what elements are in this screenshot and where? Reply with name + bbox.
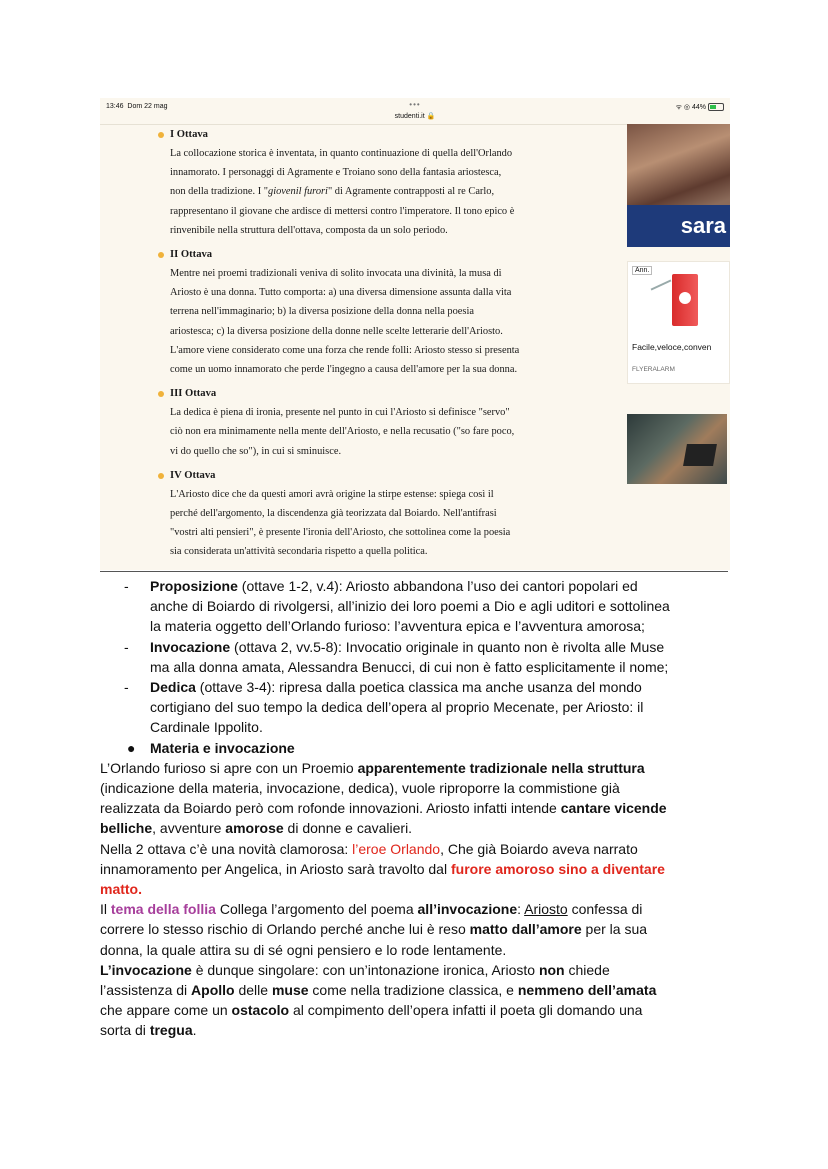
bullet-icon: ● [127, 739, 136, 756]
ad-slogan: Facile,veloce,conven [632, 342, 712, 352]
status-time-date: 13:46 Dom 22 mag [106, 103, 168, 110]
ad-banner-text: sara [627, 205, 730, 247]
list-item-dedica: - Dedica (ottave 3-4): ripresa dalla poetica classica ma anche usanza del mondo cortigiano del suo tempo la dedica dell’opera al proprio Mecenate, per Ariosto: il Cardinale Ippolito. [124, 679, 644, 736]
battery-level: 44% [691, 104, 706, 111]
ad-banner-photo[interactable] [627, 124, 730, 247]
section-ottava-4 [170, 467, 620, 562]
section-text: L'Ariosto dice che da questi amori avrà origine la stirpe estense: spiega così il perché dell'argomento, la discendenza già teorizzata dal Boiardo. Nell'antifrasi "vostri alti pensieri", è presente l'ironia dell'Ariosto, che sottolinea come la poesia sia considerata un'attività secondaria rispetto a quella politica. [170, 488, 511, 558]
embedded-screenshot [100, 98, 730, 570]
multitask-dots-icon[interactable]: ••• [409, 100, 421, 109]
divider [100, 571, 728, 572]
section-title: IV Ottava [170, 469, 216, 481]
bullet-icon [158, 473, 164, 479]
bullet-icon [158, 252, 164, 258]
section-text: La dedica è piena di ironia, presente nel punto in cui l'Ariosto si definisce "servo" ciò non era minimamente nella mente dell'Ariosto, e nella recusatio ("so fare poco, vi do quello che so"), in cui si sminuisce. [170, 407, 515, 457]
section-ottava-2 [170, 246, 620, 379]
dash-marker: - [124, 638, 129, 655]
heading-materia-invocazione: ● Materia e invocazione [100, 738, 730, 758]
battery-icon [708, 103, 724, 111]
lock-icon: 🔒 [426, 113, 436, 120]
document-body [100, 576, 730, 1041]
section-text: La collocazione storica è inventata, in quanto continuazione di quella dell'Orlando innamorato. I personaggi di Agramente e Troiano sono della fantasia ariostesca, non della tradizione. I "giovenil furori" di Agramente contrapposti al re Carlo, rappresentano il giovane che ardisce di mettersi contro l'imperatore. Il tono epico è rinvenibile nella struttura dell'ottava, composta da un solo periodo. [170, 148, 515, 236]
section-title: I Ottava [170, 129, 208, 140]
section-ottava-3 [170, 385, 620, 461]
bullet-icon [158, 391, 164, 397]
section-title: III Ottava [170, 388, 217, 400]
address-bar[interactable]: studenti.it 🔒 [394, 113, 436, 120]
laptop-image [683, 444, 717, 466]
dash-marker: - [124, 578, 129, 594]
section-ottava-1 [170, 126, 620, 240]
ad-graphic [651, 279, 672, 290]
paragraph-invocazione: L’invocazione è dunque singolare: con un’intonazione ironica, Ariosto non chiede l’assistenza di Apollo delle muse come nella tradizione classica, e nemmeno dell’amata che appare come un ostacolo al compimento dell’opera infatti il poeta gli domando una sorta di tregua. [100, 961, 657, 1039]
ad-photo-laptop[interactable] [627, 414, 727, 484]
ad-label: Ann. [632, 266, 652, 275]
list-item-invocazione: - Invocazione (ottava 2, vv.5-8): Invocatio originale in quanto non è rivolta alle Muse ma alla donna amata, Alessandra Benucci, di cui non è fatto esplicitamente il nome; [124, 638, 669, 675]
dash-marker: - [124, 679, 129, 696]
wifi-icon: ᯤ ◎ [675, 104, 691, 111]
status-indicators [676, 103, 724, 112]
ad-brand: FLYERALARM [632, 366, 675, 373]
bullet-icon [158, 132, 164, 138]
ad-flyeralarm[interactable] [627, 261, 730, 384]
list-item-proposizione: - Proposizione (ottave 1-2, v.4): Ariosto abbandona l’uso dei cantori popolari ed anche di Boiardo di rivolgersi, all’inizio dei loro poemi a Dio e agli uditori e sottolinea la materia oggetto dell’Orlando furioso: l’avventura epica e l’avventura amorosa; [124, 578, 670, 635]
paragraph-follia: Il tema della follia Collega l’argomento del poema all’invocazione: Ariosto confessa di correre lo stesso rischio di Orlando perché anche lui è reso matto dall’amore per la sua donna, la quale attira su di sé ogni pensiero e lo rode lentamente. [100, 901, 648, 958]
article-content [170, 126, 620, 568]
section-title: II Ottava [170, 249, 213, 261]
section-text: Mentre nei proemi tradizionali veniva di solito invocata una divinità, la musa di Ariosto è una donna. Tutto comporta: a) una diversa dimensione assunta dalla vita terrena nell'immaginario; b) la diversa posizione della donna nella poesia ariostesca; c) la diversa posizione della donne nelle scelte letterarie dell'Ariosto. L'amore viene considerato come una forza che rende folli: Ariosto stesso si presenta come un uomo innamorato che perde l'ingegno a causa dell'amore per la sua donna. [170, 268, 520, 376]
status-bar [100, 98, 730, 125]
paragraph-novita: Nella 2 ottava c’è una novità clamorosa: l’eroe Orlando, Che già Boiardo aveva narrato innamoramento per Angelica, in Ariosto sarà travolto dal furore amoroso sino a diventare matto. [100, 840, 665, 898]
paragraph-proemio: L’Orlando furioso si apre con un Proemio apparentemente tradizionale nella struttura (indicazione della materia, invocazione, dedica), vuole riproporre la commistione già realizzata da Boiardo però com rofonde innovazioni. Ariosto infatti intende cantare vicende belliche, avventure amorose di donne e cavalieri. [100, 759, 667, 837]
ad-product-image [672, 274, 698, 326]
